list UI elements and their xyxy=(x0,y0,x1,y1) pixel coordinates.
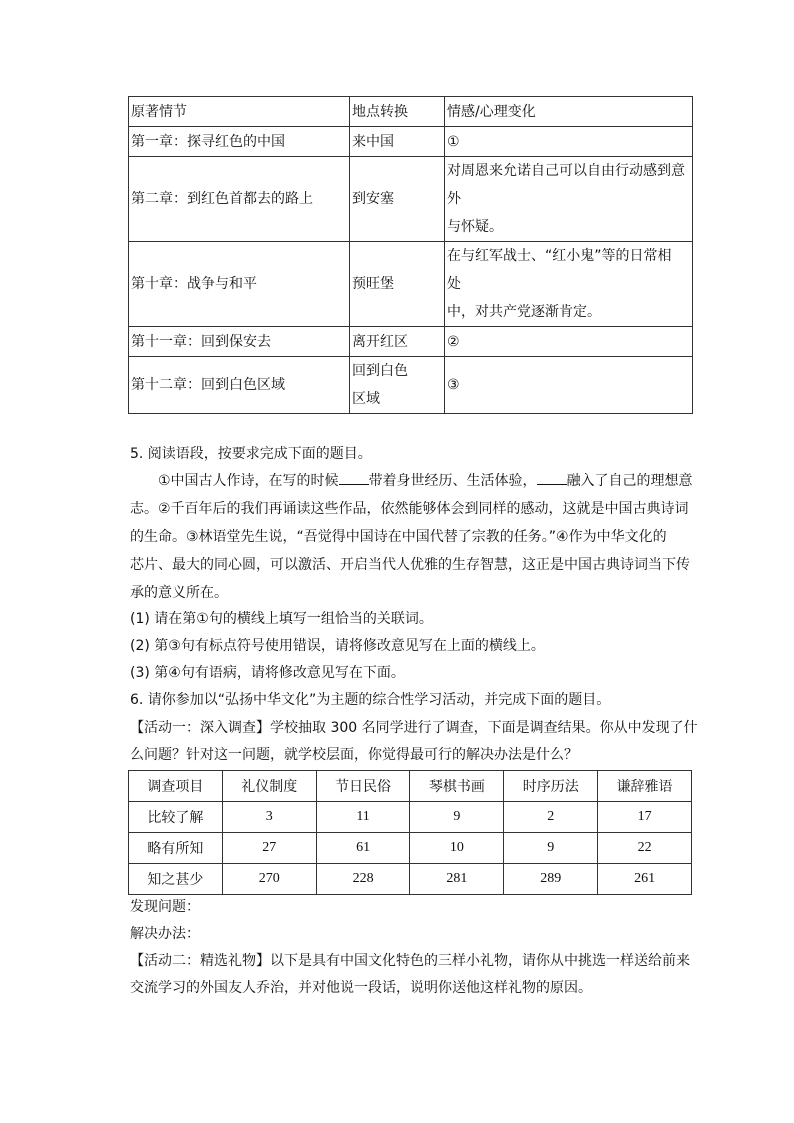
place-cell: 离开红区 xyxy=(350,327,445,357)
emotion-line: 外 xyxy=(447,191,461,207)
header-cell: 时序历法 xyxy=(504,771,598,802)
solution-label: 解决办法： xyxy=(130,926,200,942)
question-5-title: 5. 阅读语段，按要求完成下面的题目。 xyxy=(130,446,372,462)
passage-line: 芯片、最大的同心圆，可以激活、开启当代人优雅的生存智慧，这正是中国古典诗词当下传 xyxy=(130,557,690,573)
activity-1-line: 么问题？针对这一问题，就学校层面，你觉得最可行的解决办法是什么？ xyxy=(130,747,578,763)
question-5-sub-2: (2) 第③句有标点符号使用错误，请将修改意见写在上面的横线上。 xyxy=(130,638,545,654)
value-cell: 3 xyxy=(222,802,316,833)
value-cell: 9 xyxy=(504,833,598,864)
value-cell: 10 xyxy=(410,833,504,864)
passage-text: 带着身世经历、生活体验， xyxy=(368,473,537,489)
passage-line: 承的意义所在。 xyxy=(130,585,228,601)
emotion-line: 与怀疑。 xyxy=(447,219,503,235)
header-cell: 礼仪制度 xyxy=(222,771,316,802)
row-label: 略有所知 xyxy=(129,833,223,864)
emotion-line: 中，对共产党逐渐肯定。 xyxy=(447,304,601,320)
place-cell: 来中国 xyxy=(350,127,445,157)
header-cell: 谦辞雅语 xyxy=(598,771,692,802)
question-6-title: 6. 请你参加以“弘扬中华文化”为主题的综合性学习活动，并完成下面的题目。 xyxy=(130,692,611,708)
emotion-cell: ② xyxy=(445,327,693,357)
value-cell: 9 xyxy=(410,802,504,833)
header-cell: 调查项目 xyxy=(129,771,223,802)
passage-line: 志。②千百年后的我们再诵读这些作品，依然能够体会到同样的感动，这就是中国古典诗词 xyxy=(130,501,689,517)
value-cell: 228 xyxy=(316,864,410,895)
emotion-line: 对周恩来允诺自己可以自由行动感到意 xyxy=(447,163,685,179)
table-row xyxy=(129,327,693,357)
header-cell: 地点转换 xyxy=(350,97,445,127)
chapter-cell: 第十二章：回到白色区域 xyxy=(129,357,350,414)
emotion-cell: ① xyxy=(445,127,693,157)
value-cell: 281 xyxy=(410,864,504,895)
value-cell: 27 xyxy=(222,833,316,864)
emotion-cell: ③ xyxy=(445,357,693,414)
question-5-sub-1: (1) 请在第①句的横线上填写一组恰当的关联词。 xyxy=(130,611,433,627)
emotion-cell xyxy=(445,242,693,327)
table-row xyxy=(129,157,693,242)
place-cell: 到安塞 xyxy=(350,157,445,242)
fill-blank-2[interactable] xyxy=(537,470,567,485)
header-cell: 情感/心理变化 xyxy=(445,97,693,127)
row-label: 比较了解 xyxy=(129,802,223,833)
question-5-passage xyxy=(130,467,695,607)
header-cell: 琴棋书画 xyxy=(410,771,504,802)
place-line: 区域 xyxy=(352,391,380,407)
row-label: 知之甚少 xyxy=(129,864,223,895)
table-row xyxy=(129,242,693,327)
value-cell: 11 xyxy=(316,802,410,833)
value-cell: 22 xyxy=(598,833,692,864)
survey-row xyxy=(129,833,692,864)
chapter-cell: 第一章：探寻红色的中国 xyxy=(129,127,350,157)
passage-text: 融入了自己的理想意 xyxy=(566,473,693,489)
place-cell: 预旺堡 xyxy=(350,242,445,327)
table-header-row xyxy=(129,97,693,127)
found-problem-label: 发现问题： xyxy=(130,899,200,915)
plot-table xyxy=(128,96,693,414)
place-line: 回到白色 xyxy=(352,363,408,379)
emotion-line: 处 xyxy=(447,276,461,292)
passage-line xyxy=(130,467,695,495)
value-cell: 270 xyxy=(222,864,316,895)
passage-line: 的生命。③林语堂先生说，“吾觉得中国诗在中国代替了宗教的任务。”④作为中华文化的 xyxy=(130,529,667,545)
survey-header-row xyxy=(129,771,692,802)
emotion-line: 在与红军战士、“红小鬼”等的日常相 xyxy=(447,248,672,264)
table-row xyxy=(129,357,693,414)
activity-2-line: 交流学习的外国友人乔治，并对他说一段话，说明你送他这样礼物的原因。 xyxy=(130,980,592,996)
activity-1-line: 【活动一：深入调查】学校抽取 300 名同学进行了调查，下面是调查结果。你从中发现了什 xyxy=(130,720,698,736)
chapter-cell: 第二章：到红色首都去的路上 xyxy=(129,157,350,242)
survey-row xyxy=(129,864,692,895)
emotion-cell xyxy=(445,157,693,242)
survey-row xyxy=(129,802,692,833)
question-5-sub-3: (3) 第④句有语病，请将修改意见写在下面。 xyxy=(130,665,405,681)
table-row xyxy=(129,127,693,157)
activity-2-line: 【活动二：精选礼物】以下是具有中国文化特色的三样小礼物，请你从中挑选一样送给前来 xyxy=(130,953,690,969)
fill-blank-1[interactable] xyxy=(339,470,369,485)
value-cell: 2 xyxy=(504,802,598,833)
value-cell: 17 xyxy=(598,802,692,833)
value-cell: 261 xyxy=(598,864,692,895)
survey-table xyxy=(128,770,692,895)
header-cell: 原著情节 xyxy=(129,97,350,127)
place-cell xyxy=(350,357,445,414)
chapter-cell: 第十章：战争与和平 xyxy=(129,242,350,327)
value-cell: 289 xyxy=(504,864,598,895)
chapter-cell: 第十一章：回到保安去 xyxy=(129,327,350,357)
passage-text: ①中国古人作诗，在写的时候 xyxy=(130,473,339,489)
header-cell: 节日民俗 xyxy=(316,771,410,802)
value-cell: 61 xyxy=(316,833,410,864)
